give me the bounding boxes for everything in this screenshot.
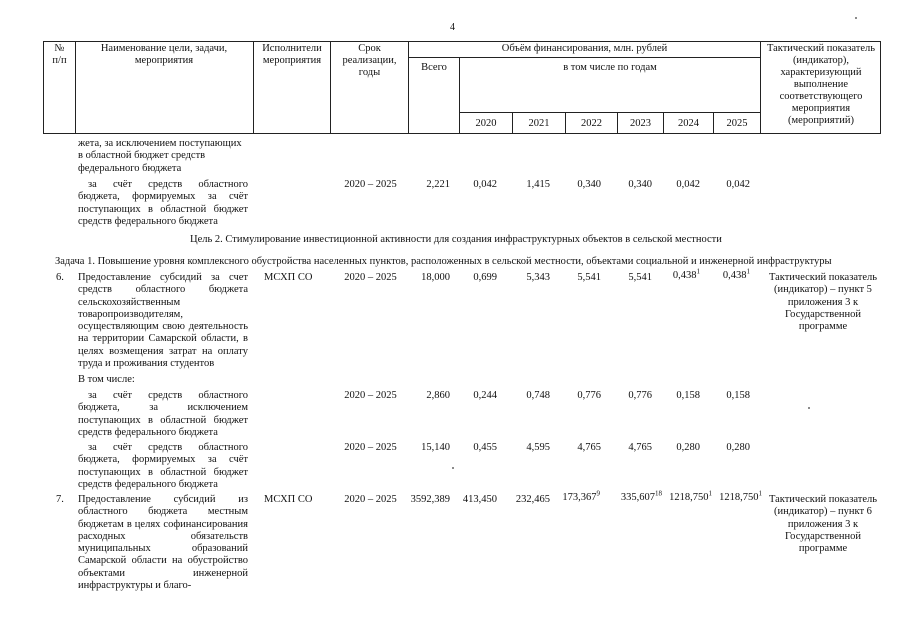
row-6b-2025: 0,280 (726, 442, 750, 453)
row-r1-2023: 0,340 (628, 179, 652, 190)
col-term-header: Срок реализации, годы (342, 43, 397, 78)
row-6a-2023: 0,776 (628, 390, 652, 401)
col-name-header: Наименование цели, задачи, мероприятия (100, 43, 228, 66)
row-7-2023: 335,607$^{18}$ (620, 489, 662, 503)
year-2020-header: 2020 (475, 118, 497, 129)
row-6b-term: 2020 – 2025 (344, 442, 397, 453)
row-6a-2024: 0,158 (676, 390, 700, 401)
scan-speck (808, 407, 810, 409)
row-6b-2023: 4,765 (628, 442, 652, 453)
col-total-header: Всего (421, 62, 447, 73)
row-r1-name: за счёт средств областного бюджета, формируемых за счёт поступающих в областной бюджет средств федерального бюджета (78, 179, 248, 227)
year-2024-header: 2024 (678, 118, 699, 129)
row-7-2020: 413,450 (462, 494, 497, 505)
row-6a-name: за счёт средств областного бюджета, за исключением поступающих в областной бюджет средств федерального бюджета (78, 390, 248, 438)
col-exec-header: Исполнители мероприятия (262, 43, 322, 66)
row-6-indicator: Тактический показатель (индикатор) – пункт 5 приложения 3 к Государственной программе (768, 272, 878, 333)
scan-speck (855, 17, 857, 19)
row-7-executor: МСХП СО (264, 494, 313, 505)
row-6b-name: за счёт средств областного бюджета, формируемых за счёт поступающих в областной бюджет средств федерального бюджета (78, 442, 248, 490)
year-2022-header: 2022 (581, 118, 602, 129)
row-7-2022: 173,367$^9$ (562, 489, 600, 503)
row-6-2020: 0,699 (473, 272, 497, 283)
row-7-2024: 1218,750$^1$ (669, 489, 712, 503)
row-6b-2022: 4,765 (577, 442, 601, 453)
row-r1-2020: 0,042 (473, 179, 497, 190)
goal-2-heading: Цель 2. Стимулирование инвестиционной активности для создания инфраструктурных объектов в сельской местности (190, 234, 722, 245)
row-r1-2021: 1,415 (526, 179, 550, 190)
row-r1-2025: 0,042 (726, 179, 750, 190)
row-6-2022: 5,541 (577, 272, 601, 283)
row-6a-total: 2,860 (426, 390, 450, 401)
including-label: В том числе: (78, 374, 135, 385)
row-6a-2020: 0,244 (473, 390, 497, 401)
col-num-header: № п/п (52, 43, 67, 66)
col-fin-header: Объём финансирования, млн. рублей (501, 43, 668, 54)
year-2021-header: 2021 (528, 118, 550, 129)
row-6-term: 2020 – 2025 (344, 272, 397, 283)
row-6b-2021: 4,595 (526, 442, 550, 453)
table-header (43, 41, 881, 134)
row-6-number: 6. (56, 272, 64, 283)
row-6a-2025: 0,158 (726, 390, 750, 401)
row-7-total: 3592,389 (410, 494, 450, 505)
col-by-year-header: в том числе по годам (563, 62, 657, 73)
row-r1-2024: 0,042 (676, 179, 700, 190)
row-7-number: 7. (56, 494, 64, 505)
row-7-name: Предоставление субсидий из областного бюджета местным бюджетам в целях софинансирования расходных обязательств муниципальных образований Самарской области на обустройство объектами инженерной инфраструктуры и благо- (78, 494, 248, 592)
row-6-2024: 0,438$^1$ (672, 267, 700, 281)
row-7-term: 2020 – 2025 (344, 494, 397, 505)
row-6b-2024: 0,280 (676, 442, 700, 453)
row-r1-term: 2020 – 2025 (344, 179, 397, 190)
col-indicator-header: Тактический показатель (индикатор), характеризующий выполнение соответствующего мероприятия (мероприятий) (766, 43, 876, 126)
scan-speck (452, 467, 454, 469)
year-2023-header: 2023 (630, 118, 651, 129)
row-7-indicator: Тактический показатель (индикатор) – пункт 6 приложения 3 к Государственной программе (768, 494, 878, 555)
page-number: 4 (450, 22, 455, 33)
row-6-2025: 0,438$^1$ (722, 267, 750, 281)
continued-row-text: жета, за исключением поступающих в областной бюджет средств федерального бюджета (78, 138, 242, 174)
row-6-2023: 5,541 (628, 272, 652, 283)
row-6a-term: 2020 – 2025 (344, 390, 397, 401)
task-1-heading: Задача 1. Повышение уровня комплексного обустройства населенных пунктов, расположенных в сельской местности, объектами социальной и инженерной инфраструктуры (55, 256, 832, 267)
row-6-total: 18,000 (421, 272, 450, 283)
row-7-2021: 232,465 (515, 494, 550, 505)
row-6b-2020: 0,455 (473, 442, 497, 453)
row-r1-total: 2,221 (426, 179, 450, 190)
row-7-2025: 1218,750$^1$ (719, 489, 762, 503)
row-6-executor: МСХП СО (264, 272, 313, 283)
row-6a-2022: 0,776 (577, 390, 601, 401)
row-6a-2021: 0,748 (526, 390, 550, 401)
row-6-2021: 5,343 (526, 272, 550, 283)
row-6-name: Предоставление субсидий за счет средств областного бюджета сельскохозяйственным товаропроизводителям, осуществляющим свою деятельность на территории Самарской области, в целях возмещения затрат на оплату труда и проживания студентов (78, 272, 248, 370)
year-2025-header: 2025 (726, 118, 748, 129)
row-6b-total: 15,140 (421, 442, 450, 453)
row-r1-2022: 0,340 (577, 179, 601, 190)
